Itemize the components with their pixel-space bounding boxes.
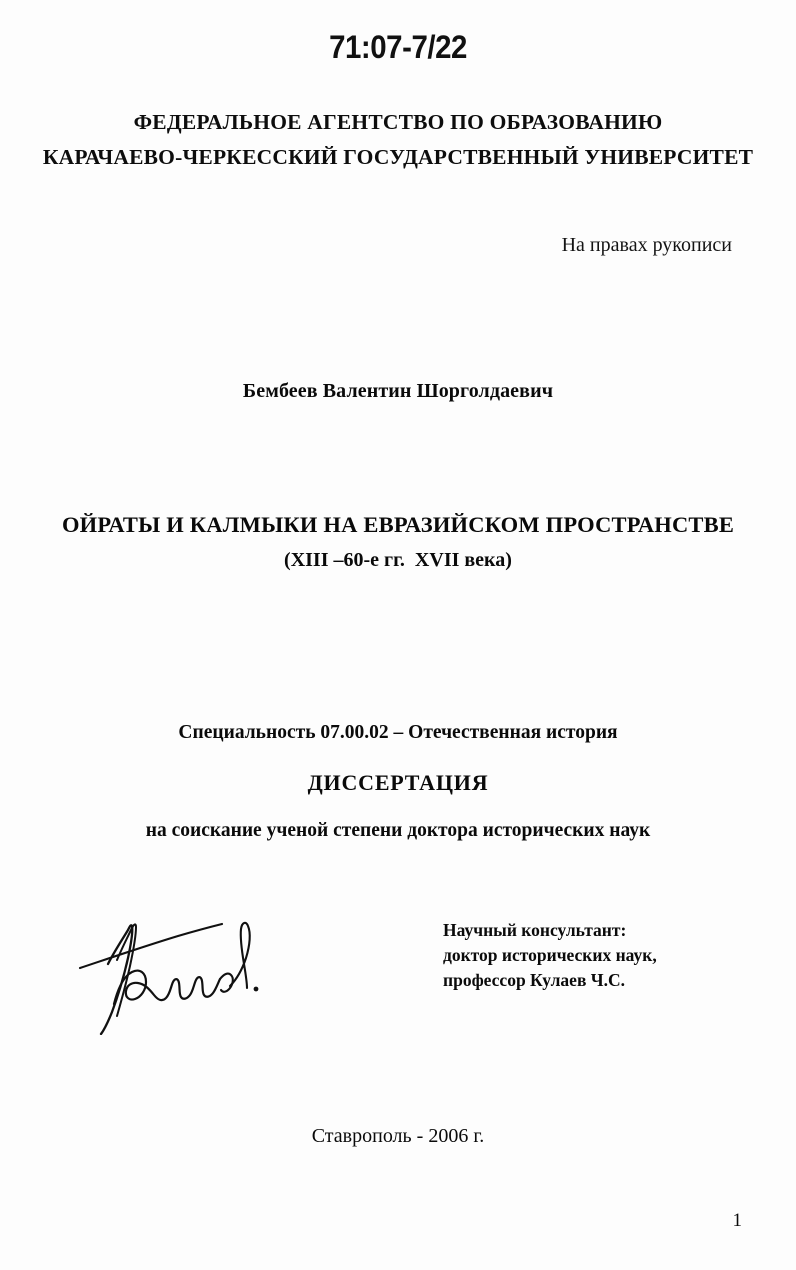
organization-line-2: КАРАЧАЕВО-ЧЕРКЕССКИЙ ГОСУДАРСТВЕННЫЙ УНИВЕРСИТЕТ (42, 145, 754, 169)
page-subtitle: (XIII –60-е гг. XVII века) (284, 549, 512, 571)
advisor-name: профессор Кулаев Ч.С. (443, 970, 626, 990)
handwritten-signature-icon (70, 900, 300, 1035)
author-name: Бембеев Валентин Шорголдаевич (242, 380, 554, 402)
manuscript-note: На правах рукописи (561, 234, 732, 256)
document-type: ДИССЕРТАЦИЯ (307, 770, 489, 795)
place-and-year: Ставрополь - 2006 г. (311, 1125, 485, 1147)
organization-line-1: ФЕДЕРАЛЬНОЕ АГЕНТСТВО ПО ОБРАЗОВАНИЮ (133, 110, 663, 134)
archive-stamp: 71:07-7/22 (329, 29, 467, 65)
advisor-label: Научный консультант: (443, 920, 627, 940)
degree-line: на соискание ученой степени доктора исторических наук (145, 820, 651, 841)
page-number: 1 (732, 1210, 742, 1231)
page-title: ОЙРАТЫ И КАЛМЫКИ НА ЕВРАЗИЙСКОМ ПРОСТРАНСТВЕ (61, 512, 735, 537)
advisor-block (443, 918, 657, 993)
advisor-degree: доктор исторических наук, (443, 945, 657, 965)
specialty-line: Специальность 07.00.02 – Отечественная история (178, 722, 618, 743)
